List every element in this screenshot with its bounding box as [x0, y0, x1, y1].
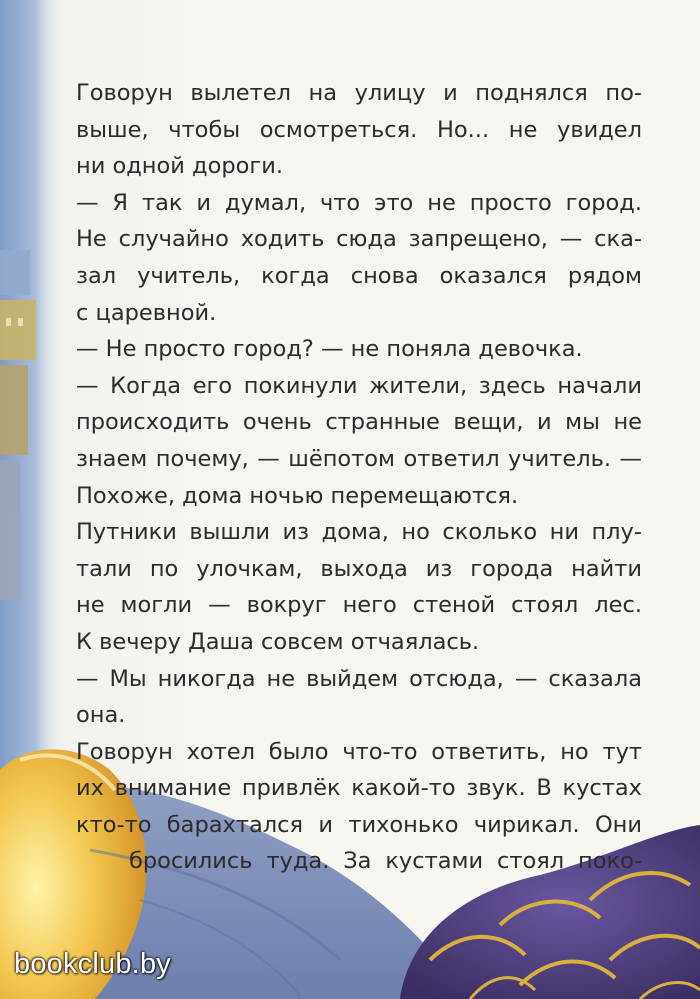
story-line: тали по улочкам, выхода из города найти	[76, 555, 642, 582]
story-line: — Мы никогда не выйдем отсюда, — сказала	[76, 665, 642, 692]
story-line: Похоже, дома ночью перемещаются.	[76, 482, 519, 509]
story-line: не могли — вокруг него стеной стоял лес.	[76, 592, 642, 619]
story-line: — Я так и думал, что это не просто город.	[76, 189, 642, 216]
story-line: она.	[76, 702, 126, 729]
watermark: bookclub.by	[14, 948, 171, 980]
story-line: Говорун вылетел на улицу и поднялся по-	[76, 80, 642, 106]
story-line: Говорун хотел было что-то ответить, но тут	[76, 738, 642, 765]
story-line: происходить очень странные вещи, и мы не	[76, 409, 642, 436]
story-line: зал учитель, когда снова оказался рядом	[76, 262, 642, 289]
story-line: с царевной.	[76, 299, 217, 326]
story-line: их внимание привлёк какой-то звук. В кустах	[76, 775, 642, 802]
story-line: — Когда его покинули жители, здесь начали	[76, 372, 642, 399]
story-line: кто-то барахтался и тихонько чирикал. Они	[76, 811, 642, 838]
story-line: знаем почему, — шёпотом ответил учитель. —	[76, 445, 642, 472]
story-line: бросились туда. За кустами стоял поко-	[129, 848, 642, 875]
story-line: Не случайно ходить сюда запрещено, — ска-	[76, 226, 642, 253]
story-line: Путники вышли из дома, но сколько ни плу-	[76, 519, 642, 546]
story-line: выше, чтобы осмотреться. Но... не увидел	[76, 116, 642, 143]
story-line: К вечеру Даша совсем отчаялась.	[76, 628, 480, 655]
story-text	[76, 75, 642, 880]
story-line: — Не просто город? — не поняла девочка.	[76, 336, 583, 363]
story-line: ни одной дороги.	[76, 153, 284, 180]
